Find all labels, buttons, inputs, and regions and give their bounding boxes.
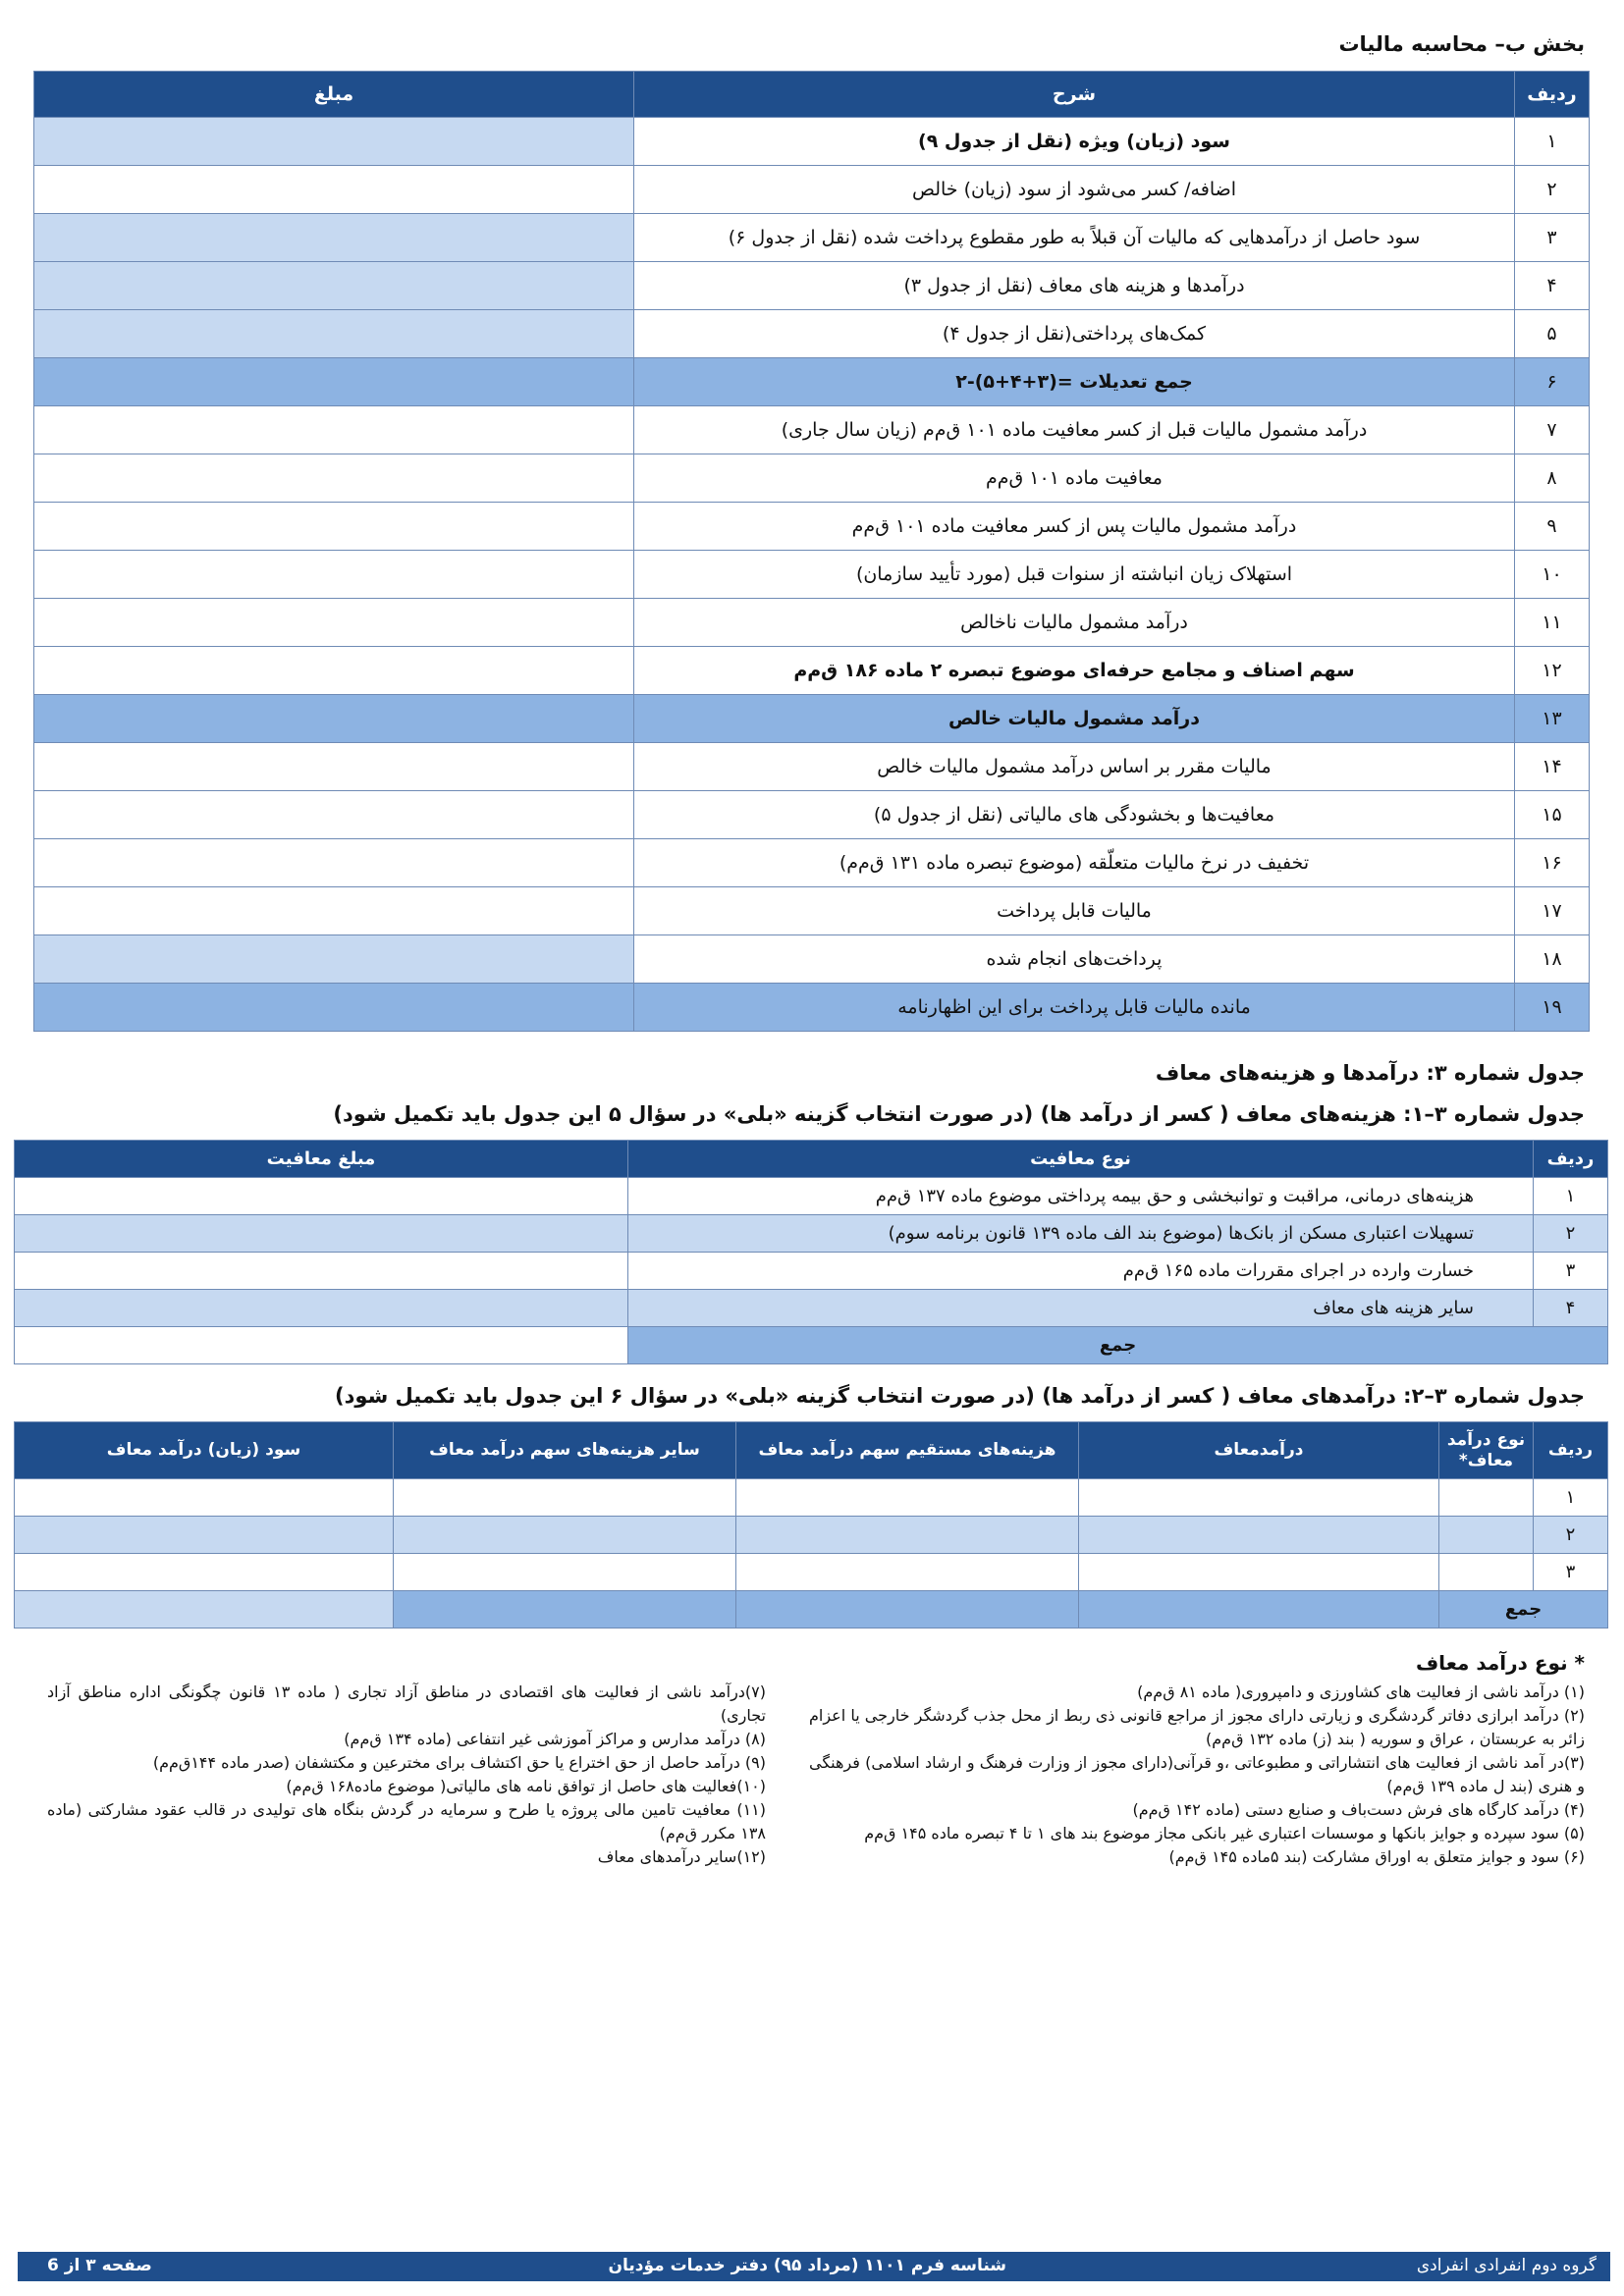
- header-row-number: ردیف: [1534, 1141, 1608, 1178]
- amount-field[interactable]: [34, 214, 634, 262]
- row-description: جمع تعدیلات =(۳+۴+۵)-۲: [634, 358, 1515, 406]
- table-row: [15, 1178, 1608, 1215]
- table-row: [34, 118, 1590, 166]
- row-number: ۹: [1515, 503, 1590, 551]
- amount-field[interactable]: [34, 791, 634, 839]
- row-number: ۱۶: [1515, 839, 1590, 887]
- row-description: مالیات قابل پرداخت: [634, 887, 1515, 935]
- table-row: [34, 935, 1590, 984]
- row-number: ۱۳: [1515, 695, 1590, 743]
- note-item: (۱) درآمد ناشی از فعالیت های کشاورزی و دامپروری( ماده ۸۱ ق‌م‌م): [1137, 1682, 1585, 1701]
- note-item: (۳)در آمد ناشی از فعالیت های انتشاراتی و مطبوعاتی ،و قرآنی(دارای مجوز از وزارت فرهنگ و ارشاد اسلامی) فرهنگی و هنری (بند ل ماده ۱۳۹ ق‌م‌م): [809, 1753, 1585, 1795]
- row-description: سایر هزینه های معاف: [628, 1290, 1534, 1327]
- row-number: ۱۵: [1515, 791, 1590, 839]
- table-row: [34, 839, 1590, 887]
- row-number: ۴: [1534, 1290, 1608, 1327]
- row-number: ۷: [1515, 406, 1590, 454]
- amount-field[interactable]: [34, 935, 634, 984]
- exempt-income-table: [14, 1421, 1608, 1629]
- footer-group-label: گروه دوم انفرادی انفرادی: [1416, 2256, 1597, 2275]
- input-cell[interactable]: [394, 1479, 736, 1517]
- row-number: ۶: [1515, 358, 1590, 406]
- notes-left-column: [47, 1681, 766, 1869]
- table-row: [34, 214, 1590, 262]
- row-number: ۲: [1534, 1215, 1608, 1253]
- row-description: درآمد مشمول مالیات ناخالص: [634, 599, 1515, 647]
- amount-field[interactable]: [34, 599, 634, 647]
- row-description: درآمد مشمول مالیات خالص: [634, 695, 1515, 743]
- exempt-expenses-table: [14, 1140, 1608, 1364]
- total-row: [15, 1591, 1608, 1629]
- input-cell[interactable]: [736, 1517, 1079, 1554]
- row-number: ۳: [1515, 214, 1590, 262]
- table-row: [34, 503, 1590, 551]
- row-description: استهلاک زیان انباشته از سنوات قبل (مورد تأیید سازمان): [634, 551, 1515, 599]
- note-item: (۱۰)فعالیت های حاصل از توافق نامه های مالیاتی( موضوع ماده۱۶۸ ق‌م‌م): [286, 1777, 766, 1795]
- row-description: تخفیف در نرخ مالیات متعلّقه (موضوع تبصره ماده ۱۳۱ ق‌م‌م): [634, 839, 1515, 887]
- note-item: (۸) درآمد مدارس و مراکز آموزشی غیر انتفاعی (ماده ۱۳۴ ق‌م‌م): [344, 1730, 766, 1748]
- header-exempt-income: درآمدمعاف: [1079, 1422, 1439, 1479]
- amount-field[interactable]: [34, 118, 634, 166]
- table-row: [15, 1517, 1608, 1554]
- note-item: (۱۱) معافیت تامین مالی پروژه یا طرح و سرمایه در گردش بنگاه های تولیدی در قالب عقود مشارکتی (ماده ۱۳۸ مکرر ق‌م‌م): [47, 1800, 766, 1842]
- row-description: مالیات مقرر بر اساس درآمد مشمول مالیات خالص: [634, 743, 1515, 791]
- row-description: اضافه/ کسر می‌شود از سود (زیان) خالص: [634, 166, 1515, 214]
- input-cell[interactable]: [1079, 1517, 1439, 1554]
- note-item: (۷)درآمد ناشی از فعالیت های اقتصادی در مناطق آزاد تجاری ( ماده ۱۳ قانون چگونگی اداره مناطق آزاد تجاری): [47, 1682, 767, 1725]
- row-description: سهم اصناف و مجامع حرفه‌ای موضوع تبصره ۲ ماده ۱۸۶ ق‌م‌م: [634, 647, 1515, 695]
- note-item: (۲) درآمد ابرازی دفاتر گردشگری و زیارتی دارای مجوز از مراجع قانونی ذی ربط از محل جذب گردشگر خارجی یا اعزام زائر به عربستان ، عراق و سوریه ( بند (ز) ماده ۱۳۲ ق‌م‌م): [809, 1706, 1585, 1748]
- amount-field[interactable]: [34, 503, 634, 551]
- amount-field[interactable]: [34, 406, 634, 454]
- input-cell[interactable]: [15, 1517, 394, 1554]
- row-number: ۱: [1534, 1479, 1608, 1517]
- input-cell[interactable]: [1079, 1479, 1439, 1517]
- table-row: [34, 791, 1590, 839]
- input-cell[interactable]: [736, 1554, 1079, 1591]
- notes-right-column: [809, 1681, 1585, 1869]
- header-income-type: نوع درآمد معاف*: [1439, 1422, 1534, 1479]
- amount-field[interactable]: [34, 887, 634, 935]
- row-description: کمک‌های پرداختی(نقل از جدول ۴): [634, 310, 1515, 358]
- amount-field[interactable]: [15, 1290, 628, 1327]
- page-footer: [18, 2252, 1610, 2281]
- amount-field[interactable]: [34, 839, 634, 887]
- input-cell[interactable]: [15, 1479, 394, 1517]
- row-number: ۱۲: [1515, 647, 1590, 695]
- header-description: شرح: [634, 72, 1515, 118]
- row-description: سود (زیان) ویژه (نقل از جدول ۹): [634, 118, 1515, 166]
- row-description: خسارت وارده در اجرای مقررات ماده ۱۶۵ ق‌م‌م: [628, 1253, 1534, 1290]
- total-cell[interactable]: [394, 1591, 736, 1629]
- table-row: [34, 406, 1590, 454]
- row-description: درآمدها و هزینه های معاف (نقل از جدول ۳): [634, 262, 1515, 310]
- note-item: (۹) درآمد حاصل از حق اختراع یا حق اکتشاف برای مخترعین و مکتشفان (صدر ماده ۱۴۴ق‌م‌م): [152, 1753, 766, 1772]
- note-item: (۱۲)سایر درآمدهای معاف: [597, 1847, 766, 1866]
- tax-calculation-table: [33, 71, 1590, 1032]
- row-description: معافیت‌ها و بخشودگی های مالیاتی (نقل از جدول ۵): [634, 791, 1515, 839]
- row-number: ۸: [1515, 454, 1590, 503]
- row-number: ۳: [1534, 1253, 1608, 1290]
- header-amount: مبلغ: [34, 72, 634, 118]
- total-cell[interactable]: [1079, 1591, 1439, 1629]
- row-description: معافیت ماده ۱۰۱ ق‌م‌م: [634, 454, 1515, 503]
- amount-field[interactable]: [15, 1215, 628, 1253]
- row-description: سود حاصل از درآمدهایی که مالیات آن قبلاً به طور مقطوع پرداخت شده (نقل از جدول ۶): [634, 214, 1515, 262]
- header-row-number: ردیف: [1534, 1422, 1608, 1479]
- header-exemption-amount: مبلغ معافیت: [15, 1141, 628, 1178]
- table3-1-title: جدول شماره ۳–۱: هزینه‌های معاف ( کسر از درآمد ها) (در صورت انتخاب گزینه «بلی» در سؤال ۵ این جدول باید تکمیل شود): [333, 1102, 1585, 1126]
- row-description: درآمد مشمول مالیات قبل از کسر معافیت ماده ۱۰۱ ق‌م‌م (زیان سال جاری): [634, 406, 1515, 454]
- header-other-costs: سایر هزینه‌های سهم درآمد معاف: [394, 1422, 736, 1479]
- section-b-title: بخش ب– محاسبه مالیات: [1338, 32, 1585, 56]
- row-description: مانده مالیات قابل پرداخت برای این اظهارنامه: [634, 984, 1515, 1032]
- input-cell[interactable]: [1439, 1554, 1534, 1591]
- table-row: [15, 1215, 1608, 1253]
- total-row: [15, 1327, 1608, 1364]
- input-cell[interactable]: [1439, 1479, 1534, 1517]
- amount-field[interactable]: [34, 262, 634, 310]
- table3-2-title: جدول شماره ۳–۲: درآمدهای معاف ( کسر از درآمد ها) (در صورت انتخاب گزینه «بلی» در سؤال ۶ این جدول باید تکمیل شود): [335, 1384, 1585, 1408]
- row-number: ۱۱: [1515, 599, 1590, 647]
- amount-field[interactable]: [34, 743, 634, 791]
- amount-field[interactable]: [34, 166, 634, 214]
- row-number: ۱۰: [1515, 551, 1590, 599]
- table-row: [15, 1554, 1608, 1591]
- amount-field[interactable]: [34, 551, 634, 599]
- input-cell[interactable]: [1439, 1517, 1534, 1554]
- note-item: (۶) سود و جوایز متعلق به اوراق مشارکت (بند ۵ماده ۱۴۵ ق‌م‌م): [1168, 1847, 1585, 1866]
- table-row: [34, 358, 1590, 406]
- table-row: [34, 551, 1590, 599]
- table3-title: جدول شماره ۳: درآمدها و هزینه‌های معاف: [1155, 1061, 1585, 1085]
- table-row: [34, 695, 1590, 743]
- row-number: ۱۸: [1515, 935, 1590, 984]
- table-row: [34, 454, 1590, 503]
- table-row: [15, 1253, 1608, 1290]
- table-row: [34, 647, 1590, 695]
- table-row: [15, 1479, 1608, 1517]
- row-number: ۲: [1515, 166, 1590, 214]
- table-row: [34, 984, 1590, 1032]
- input-cell[interactable]: [1079, 1554, 1439, 1591]
- table-row: [34, 887, 1590, 935]
- table-row: [34, 599, 1590, 647]
- row-number: ۲: [1534, 1517, 1608, 1554]
- row-number: ۱۹: [1515, 984, 1590, 1032]
- row-number: ۱: [1515, 118, 1590, 166]
- table-row: [15, 1290, 1608, 1327]
- total-label: جمع: [1439, 1591, 1608, 1629]
- row-description: درآمد مشمول مالیات پس از کسر معافیت ماده ۱۰۱ ق‌م‌م: [634, 503, 1515, 551]
- header-profit-loss: سود (زیان) درآمد معاف: [15, 1422, 394, 1479]
- total-amount-field[interactable]: [15, 1327, 628, 1364]
- row-number: ۱۷: [1515, 887, 1590, 935]
- header-direct-costs: هزینه‌های مستقیم سهم درآمد معاف: [736, 1422, 1079, 1479]
- row-number: ۱: [1534, 1178, 1608, 1215]
- table-row: [34, 166, 1590, 214]
- table-row: [34, 262, 1590, 310]
- header-row-number: ردیف: [1515, 72, 1590, 118]
- amount-field[interactable]: [34, 647, 634, 695]
- amount-field[interactable]: [15, 1253, 628, 1290]
- amount-field[interactable]: [15, 1178, 628, 1215]
- total-cell[interactable]: [736, 1591, 1079, 1629]
- amount-field[interactable]: [34, 358, 634, 406]
- notes-title: * نوع درآمد معاف: [1415, 1651, 1585, 1675]
- footer-form-id: شناسه فرم ۱۱۰۱ (مرداد ۹۵) دفتر خدمات مؤدیان: [608, 2256, 1006, 2275]
- input-cell[interactable]: [15, 1554, 394, 1591]
- total-cell[interactable]: [15, 1591, 394, 1629]
- header-exemption-type: نوع معافیت: [628, 1141, 1534, 1178]
- row-number: ۳: [1534, 1554, 1608, 1591]
- amount-field[interactable]: [34, 454, 634, 503]
- input-cell[interactable]: [736, 1479, 1079, 1517]
- input-cell[interactable]: [394, 1554, 736, 1591]
- row-number: ۴: [1515, 262, 1590, 310]
- table-row: [34, 310, 1590, 358]
- amount-field[interactable]: [34, 310, 634, 358]
- amount-field[interactable]: [34, 984, 634, 1032]
- note-item: (۵) سود سپرده و جوایز بانکها و موسسات اعتباری غیر بانکی مجاز موضوع بند های ۱ تا ۴ تبصره ماده ۱۴۵ ق‌م‌م: [864, 1824, 1585, 1842]
- total-label: جمع: [628, 1327, 1608, 1364]
- row-number: ۵: [1515, 310, 1590, 358]
- row-description: تسهیلات اعتباری مسکن از بانک‌ها (موضوع بند الف ماده ۱۳۹ قانون برنامه سوم): [628, 1215, 1534, 1253]
- row-description: هزینه‌های درمانی، مراقبت و توانبخشی و حق بیمه پرداختی موضوع ماده ۱۳۷ ق‌م‌م: [628, 1178, 1534, 1215]
- footer-page-number: صفحه ۳ از 6: [47, 2256, 152, 2275]
- table-row: [34, 743, 1590, 791]
- note-item: (۴) درآمد کارگاه های فرش دست‌باف و صنایع دستی (ماده ۱۴۲ ق‌م‌م): [1132, 1800, 1585, 1819]
- amount-field[interactable]: [34, 695, 634, 743]
- row-description: پرداخت‌های انجام شده: [634, 935, 1515, 984]
- input-cell[interactable]: [394, 1517, 736, 1554]
- row-number: ۱۴: [1515, 743, 1590, 791]
